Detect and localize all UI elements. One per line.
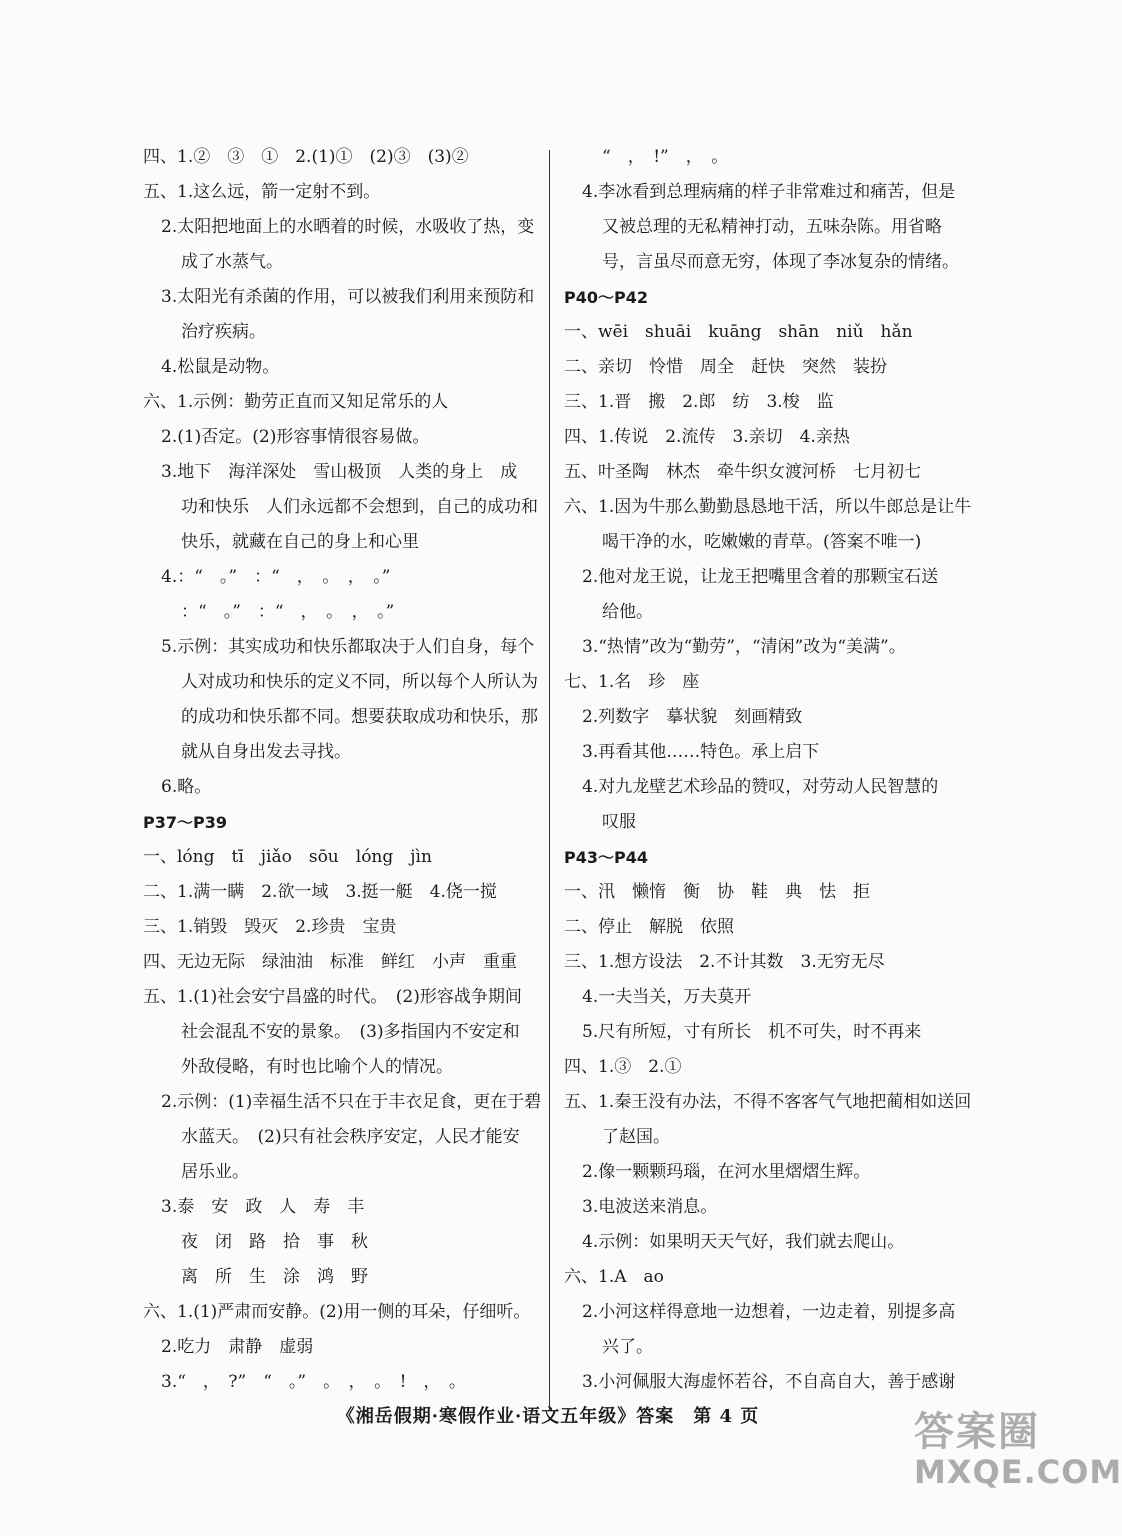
answer-line: 就从自身出发去寻找。 (181, 742, 351, 762)
answer-line: 四、1.传说 2.流传 3.亲切 4.亲热 (564, 427, 850, 447)
answer-line: 三、1.晋 搬 2.郎 纺 3.梭 监 (564, 392, 834, 412)
watermark-logo (914, 1400, 1122, 1530)
answer-line: 2.小河这样得意地一边想着，一边走着，别提多高 (582, 1302, 956, 1322)
answer-line: 3.地下 海洋深处 雪山极顶 人类的身上 成 (161, 462, 518, 482)
answer-line: ：“ 。” ：“ ， 。 ， 。” (181, 602, 395, 622)
answer-line: 4.示例：如果明天天气好，我们就去爬山。 (582, 1232, 905, 1252)
answer-line: 给他。 (602, 602, 653, 622)
answer-line: 四、无边无际 绿油油 标准 鲜红 小声 重重 (143, 952, 517, 972)
answer-line: 外敌侵略，有时也比喻个人的情况。 (181, 1057, 453, 1077)
answer-line: 六、1.因为牛那么勤勤恳恳地干活，所以牛郎总是让牛 (564, 497, 972, 517)
answer-line: 一、lóng tī jiǎo sōu lóng jìn (143, 847, 432, 867)
answer-line: 一、汛 懒惰 衡 协 鞋 典 怯 拒 (564, 882, 870, 902)
answer-line: 五、叶圣陶 林杰 牵牛织女渡河桥 七月初七 (564, 462, 921, 482)
answer-line: 治疗疾病。 (181, 322, 266, 342)
answer-line: 叹服 (602, 812, 636, 832)
section-heading: P43～P44 (564, 848, 648, 867)
answer-line: 2.他对龙王说，让龙王把嘴里含着的那颗宝石送 (582, 567, 939, 587)
watermark-bottom-text: MXQE.COM (914, 1453, 1122, 1491)
answer-line: 五、1.(1)社会安宁昌盛的时代。 (2)形容战争期间 (143, 987, 522, 1007)
answer-line: 3.“热情”改为“勤劳”，“清闲”改为“美满”。 (582, 637, 906, 657)
answer-line: 了赵国。 (602, 1127, 670, 1147)
answer-line: 三、1.销毁 毁灭 2.珍贵 宝贵 (143, 917, 397, 937)
answer-line: 五、1.这么远，箭一定射不到。 (143, 182, 381, 202)
answer-line: 六、1.(1)严肃而安静。(2)用一侧的耳朵，仔细听。 (143, 1302, 531, 1322)
answer-line: 五、1.秦王没有办法，不得不客客气气地把蔺相如送回 (564, 1092, 972, 1112)
answer-line: 四、1.② ③ ① 2.(1)① (2)③ (3)② (143, 147, 469, 167)
right-column (564, 140, 972, 1400)
answer-line: 4.李冰看到总理病痛的样子非常难过和痛苦，但是 (582, 182, 956, 202)
page-footer: 《湘岳假期·寒假作业·语文五年级》答案 第 4 页 (336, 1406, 760, 1427)
answer-line: 3.泰 安 政 人 寿 丰 (161, 1197, 365, 1217)
answer-line: 4.对九龙壁艺术珍品的赞叹，对劳动人民智慧的 (582, 777, 939, 797)
section-heading: P37～P39 (143, 813, 227, 832)
answer-line: 2.(1)否定。(2)形容事情很容易做。 (161, 427, 430, 447)
answer-line: 六、1.示例：勤劳正直而又知足常乐的人 (143, 392, 449, 412)
answer-line: 2.吃力 肃静 虚弱 (161, 1337, 314, 1357)
answer-line: 功和快乐 人们永远都不会想到，自己的成功和 (181, 497, 538, 517)
answer-line: 二、1.满一瞒 2.欲一域 3.挺一艇 4.侥一搅 (143, 882, 497, 902)
answer-line: 2.示例：(1)幸福生活不只在于丰衣足食，更在于碧 (161, 1092, 542, 1112)
answer-line: 二、亲切 怜惜 周全 赶快 突然 装扮 (564, 357, 887, 377)
answer-line: 2.太阳把地面上的水晒着的时候，水吸收了热，变 (161, 217, 535, 237)
left-column (143, 140, 542, 1400)
answer-line: 二、停止 解脱 依照 (564, 917, 734, 937)
section-heading: P40～P42 (564, 288, 648, 307)
answer-line: 快乐，就藏在自己的身上和心里 (181, 532, 419, 552)
answer-line: 社会混乱不安的景象。 (3)多指国内不安定和 (181, 1022, 520, 1042)
answer-line: 四、1.③ 2.① (564, 1057, 682, 1077)
answer-line: 的成功和快乐都不同。想要获取成功和快乐，那 (181, 707, 538, 727)
answer-line: 人对成功和快乐的定义不同，所以每个人所认为 (181, 672, 538, 692)
answer-line: 2.列数字 摹状貌 刻画精致 (582, 707, 803, 727)
answer-line: 6.略。 (161, 777, 212, 797)
answer-line: 夜 闭 路 拾 事 秋 (181, 1232, 368, 1252)
answer-line: 4.松鼠是动物。 (161, 357, 280, 377)
answer-line: 一、wēi shuāi kuāng shān niǔ hǎn (564, 322, 913, 342)
answer-line: 3.小河佩服大海虚怀若谷，不自高自大，善于感谢 (582, 1372, 956, 1392)
answer-line: 水蓝天。 (2)只有社会秩序安定，人民才能安 (181, 1127, 520, 1147)
answer-line: 号，言虽尽而意无穷，体现了李冰复杂的情绪。 (602, 252, 959, 272)
answer-line: 喝干净的水，吃嫩嫩的青草。(答案不唯一) (602, 532, 922, 552)
answer-line: 成了水蒸气。 (181, 252, 283, 272)
answer-line: 六、1.A ao (564, 1267, 664, 1287)
answer-line: 七、1.名 珍 座 (564, 672, 700, 692)
answer-line: 3.“ ， ?” “ 。” 。 ， 。 ! ， 。 (161, 1372, 466, 1392)
answer-line: 4.一夫当关，万夫莫开 (582, 987, 752, 1007)
answer-line: 3.太阳光有杀菌的作用，可以被我们利用来预防和 (161, 287, 535, 307)
column-divider (549, 150, 550, 1410)
answer-line: 兴了。 (602, 1337, 653, 1357)
watermark-top-text: 答案圈 (914, 1409, 1040, 1455)
answer-line: 离 所 生 涂 鸿 野 (181, 1267, 368, 1287)
answer-line: 居乐业。 (181, 1162, 249, 1182)
answer-line: 3.再看其他……特色。承上启下 (582, 742, 820, 762)
answer-line: 又被总理的无私精神打动，五味杂陈。用省略 (602, 217, 942, 237)
answer-line: 5.尺有所短，寸有所长 机不可失，时不再来 (582, 1022, 922, 1042)
answer-line: 3.电波送来消息。 (582, 1197, 718, 1217)
answer-line: “ ， !” ， 。 (602, 147, 729, 167)
answer-line: 4.：“ 。” ：“ ， 。 ， 。” (161, 567, 391, 587)
answer-line: 5.示例：其实成功和快乐都取决于人们自身，每个 (161, 637, 535, 657)
answer-line: 三、1.想方设法 2.不计其数 3.无穷无尽 (564, 952, 885, 972)
answer-line: 2.像一颗颗玛瑙，在河水里熠熠生辉。 (582, 1162, 871, 1182)
